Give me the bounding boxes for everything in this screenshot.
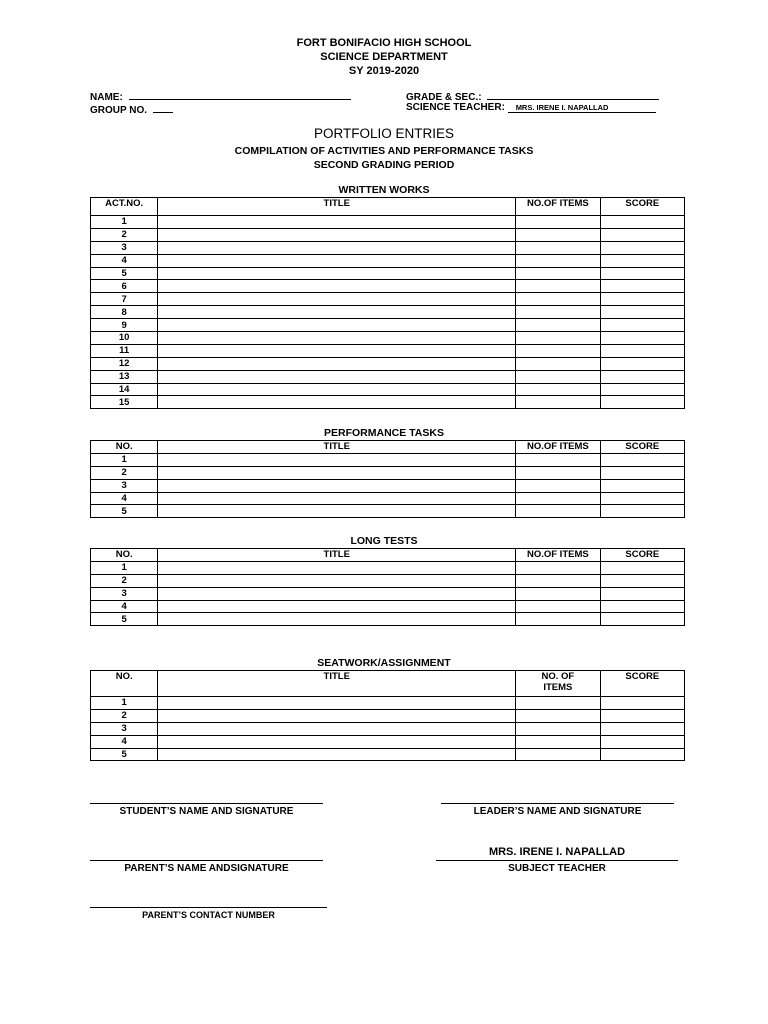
- parent-signature-label: PARENT’S NAME ANDSIGNATURE: [124, 863, 289, 874]
- col-header-score: SCORE: [600, 441, 684, 454]
- title-cell[interactable]: [158, 587, 516, 600]
- table-row: [91, 267, 685, 280]
- col-header-score: SCORE: [600, 671, 684, 697]
- no-of-items-cell[interactable]: [516, 748, 600, 761]
- no-of-items-cell[interactable]: [516, 613, 600, 626]
- student-signature-line[interactable]: [90, 803, 323, 804]
- table-header-row: [91, 549, 685, 562]
- row-number: 3: [91, 722, 158, 735]
- table-row: [91, 587, 685, 600]
- subtitle-block: [0, 144, 768, 172]
- row-number: 1: [91, 453, 158, 466]
- table-row: [91, 722, 685, 735]
- table-row: [91, 453, 685, 466]
- row-number: 4: [91, 492, 158, 505]
- table-row: [91, 306, 685, 319]
- table-row: [91, 370, 685, 383]
- title-cell[interactable]: [158, 306, 516, 319]
- name-blank[interactable]: [129, 89, 351, 100]
- score-cell[interactable]: [600, 453, 684, 466]
- score-cell[interactable]: [600, 600, 684, 613]
- row-number: 12: [91, 357, 158, 370]
- row-number: 13: [91, 370, 158, 383]
- school-header: [0, 36, 768, 78]
- grade-label: GRADE & SEC.:: [406, 92, 482, 103]
- no-of-items-cell[interactable]: [516, 492, 600, 505]
- no-of-items-cell[interactable]: [516, 561, 600, 574]
- no-of-items-cell[interactable]: [516, 574, 600, 587]
- score-cell[interactable]: [600, 748, 684, 761]
- subtitle-grading-period: SECOND GRADING PERIOD: [313, 159, 455, 171]
- row-number: 6: [91, 280, 158, 293]
- score-cell[interactable]: [600, 492, 684, 505]
- title-cell[interactable]: [158, 241, 516, 254]
- row-number: 1: [91, 697, 158, 710]
- row-number: 14: [91, 383, 158, 396]
- row-number: 3: [91, 479, 158, 492]
- no-of-items-cell[interactable]: [516, 709, 600, 722]
- title-cell[interactable]: [158, 561, 516, 574]
- department-name: SCIENCE DEPARTMENT: [320, 51, 448, 63]
- title-cell[interactable]: [158, 216, 516, 229]
- no-of-items-cell[interactable]: [516, 396, 600, 409]
- score-cell[interactable]: [600, 254, 684, 267]
- written-works-table: [90, 197, 685, 409]
- row-number: 10: [91, 332, 158, 345]
- table-row: [91, 241, 685, 254]
- row-number: 9: [91, 319, 158, 332]
- title-cell[interactable]: [158, 453, 516, 466]
- group-field: [90, 102, 173, 116]
- seatwork-title: SEATWORK/ASSIGNMENT: [317, 657, 451, 669]
- table-row: [91, 332, 685, 345]
- no-of-items-cell[interactable]: [516, 267, 600, 280]
- name-field: [90, 89, 351, 103]
- score-cell[interactable]: [600, 709, 684, 722]
- title-cell[interactable]: [158, 383, 516, 396]
- score-cell[interactable]: [600, 319, 684, 332]
- no-of-items-cell[interactable]: [516, 453, 600, 466]
- score-cell[interactable]: [600, 293, 684, 306]
- title-cell[interactable]: [158, 254, 516, 267]
- score-cell[interactable]: [600, 357, 684, 370]
- score-cell[interactable]: [600, 697, 684, 710]
- score-cell[interactable]: [600, 613, 684, 626]
- title-cell[interactable]: [158, 228, 516, 241]
- seatwork-table: [90, 670, 685, 761]
- col-header-score: SCORE: [600, 198, 684, 216]
- score-cell[interactable]: [600, 306, 684, 319]
- grade-blank[interactable]: [487, 89, 659, 100]
- table-header-row: [91, 671, 685, 697]
- col-header-no: NO.: [91, 441, 158, 454]
- subtitle-compilation: COMPILATION OF ACTIVITIES AND PERFORMANCE TASKS: [234, 145, 534, 157]
- row-number: 2: [91, 709, 158, 722]
- no-of-items-cell[interactable]: [516, 722, 600, 735]
- score-cell[interactable]: [600, 241, 684, 254]
- table-row: [91, 466, 685, 479]
- title-cell[interactable]: [158, 574, 516, 587]
- score-cell[interactable]: [600, 216, 684, 229]
- score-cell[interactable]: [600, 735, 684, 748]
- table-row: [91, 561, 685, 574]
- teacher-label: SCIENCE TEACHER:: [406, 102, 505, 113]
- table-row: [91, 228, 685, 241]
- table-row: [91, 697, 685, 710]
- score-cell[interactable]: [600, 587, 684, 600]
- parent-contact-label: PARENT’S CONTACT NUMBER: [142, 910, 275, 920]
- row-number: 3: [91, 241, 158, 254]
- title-cell[interactable]: [158, 479, 516, 492]
- no-of-items-cell[interactable]: [516, 370, 600, 383]
- col-header-title: TITLE: [158, 549, 516, 562]
- school-year: SY 2019-2020: [348, 65, 420, 77]
- col-header-title: TITLE: [158, 441, 516, 454]
- row-number: 11: [91, 344, 158, 357]
- subject-teacher-label: SUBJECT TEACHER: [508, 863, 606, 874]
- table-row: [91, 319, 685, 332]
- subject-teacher-name: MRS. IRENE I. NAPALLAD: [488, 846, 626, 858]
- score-cell[interactable]: [600, 383, 684, 396]
- title-cell[interactable]: [158, 319, 516, 332]
- table-row: [91, 600, 685, 613]
- table-row: [91, 709, 685, 722]
- row-number: 4: [91, 254, 158, 267]
- table-row: [91, 383, 685, 396]
- table-row: [91, 492, 685, 505]
- col-header-no-of-items: NO.OF ITEMS: [516, 441, 600, 454]
- performance-tasks-table: [90, 440, 685, 518]
- table-row: [91, 505, 685, 518]
- score-cell[interactable]: [600, 574, 684, 587]
- title-cell[interactable]: [158, 735, 516, 748]
- table-row: [91, 357, 685, 370]
- row-number: 2: [91, 228, 158, 241]
- table-row: [91, 735, 685, 748]
- no-of-items-cell[interactable]: [516, 735, 600, 748]
- title-cell[interactable]: [158, 332, 516, 345]
- page-title: PORTFOLIO ENTRIES: [313, 126, 455, 141]
- title-cell[interactable]: [158, 344, 516, 357]
- table-row: [91, 613, 685, 626]
- score-cell[interactable]: [600, 344, 684, 357]
- row-number: 4: [91, 600, 158, 613]
- no-of-items-cell[interactable]: [516, 254, 600, 267]
- no-of-items-cell[interactable]: [516, 697, 600, 710]
- no-of-items-cell[interactable]: [516, 466, 600, 479]
- table-row: [91, 254, 685, 267]
- no-of-items-cell[interactable]: [516, 587, 600, 600]
- no-of-items-cell[interactable]: [516, 306, 600, 319]
- title-cell[interactable]: [158, 600, 516, 613]
- row-number: 3: [91, 587, 158, 600]
- title-cell[interactable]: [158, 357, 516, 370]
- col-header-title: TITLE: [158, 198, 516, 216]
- no-of-items-cell[interactable]: [516, 332, 600, 345]
- col-header-score: SCORE: [600, 549, 684, 562]
- no-of-items-cell[interactable]: [516, 357, 600, 370]
- no-of-items-cell[interactable]: [516, 383, 600, 396]
- table-row: [91, 344, 685, 357]
- title-cell[interactable]: [158, 613, 516, 626]
- no-of-items-cell[interactable]: [516, 228, 600, 241]
- row-number: 5: [91, 748, 158, 761]
- teacher-field: [406, 102, 656, 113]
- score-cell[interactable]: [600, 370, 684, 383]
- table-row: [91, 280, 685, 293]
- long-tests-table: [90, 548, 685, 626]
- col-header-no: NO.: [91, 549, 158, 562]
- score-cell[interactable]: [600, 280, 684, 293]
- row-number: 8: [91, 306, 158, 319]
- title-cell[interactable]: [158, 492, 516, 505]
- table-row: [91, 479, 685, 492]
- score-cell[interactable]: [600, 228, 684, 241]
- parent-contact-line[interactable]: [90, 907, 327, 908]
- title-cell[interactable]: [158, 722, 516, 735]
- no-of-items-cell[interactable]: [516, 505, 600, 518]
- name-label: NAME:: [90, 92, 123, 103]
- no-of-items-cell[interactable]: [516, 319, 600, 332]
- title-cell[interactable]: [158, 280, 516, 293]
- col-header-no: NO.: [91, 671, 158, 697]
- grade-field: [406, 89, 659, 103]
- score-cell[interactable]: [600, 332, 684, 345]
- title-cell[interactable]: [158, 505, 516, 518]
- title-cell[interactable]: [158, 293, 516, 306]
- table-row: [91, 216, 685, 229]
- row-number: 1: [91, 216, 158, 229]
- row-number: 2: [91, 574, 158, 587]
- no-of-items-cell[interactable]: [516, 241, 600, 254]
- col-header-title: TITLE: [158, 671, 516, 697]
- title-cell[interactable]: [158, 267, 516, 280]
- table-header-row: [91, 198, 685, 216]
- score-cell[interactable]: [600, 396, 684, 409]
- student-signature-label: STUDENT’S NAME AND SIGNATURE: [119, 806, 294, 817]
- no-of-items-cell[interactable]: [516, 344, 600, 357]
- score-cell[interactable]: [600, 505, 684, 518]
- leader-signature-label: LEADER’S NAME AND SIGNATURE: [473, 806, 642, 817]
- no-of-items-cell[interactable]: [516, 216, 600, 229]
- teacher-value: MRS. IRENE I. NAPALLAD: [508, 103, 656, 113]
- table-row: [91, 748, 685, 761]
- no-of-items-cell[interactable]: [516, 479, 600, 492]
- row-number: 4: [91, 735, 158, 748]
- group-blank[interactable]: [153, 102, 173, 113]
- score-cell[interactable]: [600, 479, 684, 492]
- subject-teacher-line: [436, 860, 678, 861]
- row-number: 5: [91, 267, 158, 280]
- row-number: 15: [91, 396, 158, 409]
- table-header-row: [91, 441, 685, 454]
- no-of-items-cell[interactable]: [516, 293, 600, 306]
- table-row: [91, 293, 685, 306]
- title-cell[interactable]: [158, 748, 516, 761]
- title-cell[interactable]: [158, 709, 516, 722]
- table-row: [91, 396, 685, 409]
- title-cell[interactable]: [158, 370, 516, 383]
- score-cell[interactable]: [600, 722, 684, 735]
- col-header-no-of-items: NO. OF ITEMS: [516, 671, 600, 697]
- col-header-act-no: ACT.NO.: [91, 198, 158, 216]
- score-cell[interactable]: [600, 561, 684, 574]
- row-number: 2: [91, 466, 158, 479]
- leader-signature-line[interactable]: [441, 803, 674, 804]
- school-name: FORT BONIFACIO HIGH SCHOOL: [296, 37, 472, 49]
- score-cell[interactable]: [600, 267, 684, 280]
- performance-tasks-title: PERFORMANCE TASKS: [324, 427, 444, 439]
- written-works-title: WRITTEN WORKS: [338, 184, 430, 196]
- long-tests-title: LONG TESTS: [350, 535, 418, 547]
- parent-signature-line[interactable]: [90, 860, 323, 861]
- group-label: GROUP NO.: [90, 105, 148, 116]
- col-header-no-of-items: NO.OF ITEMS: [516, 549, 600, 562]
- row-number: 7: [91, 293, 158, 306]
- table-row: [91, 574, 685, 587]
- col-header-no-of-items: NO.OF ITEMS: [516, 198, 600, 216]
- row-number: 5: [91, 505, 158, 518]
- score-cell[interactable]: [600, 466, 684, 479]
- title-cell[interactable]: [158, 466, 516, 479]
- no-of-items-cell[interactable]: [516, 280, 600, 293]
- title-cell[interactable]: [158, 396, 516, 409]
- title-cell[interactable]: [158, 697, 516, 710]
- row-number: 1: [91, 561, 158, 574]
- no-of-items-cell[interactable]: [516, 600, 600, 613]
- row-number: 5: [91, 613, 158, 626]
